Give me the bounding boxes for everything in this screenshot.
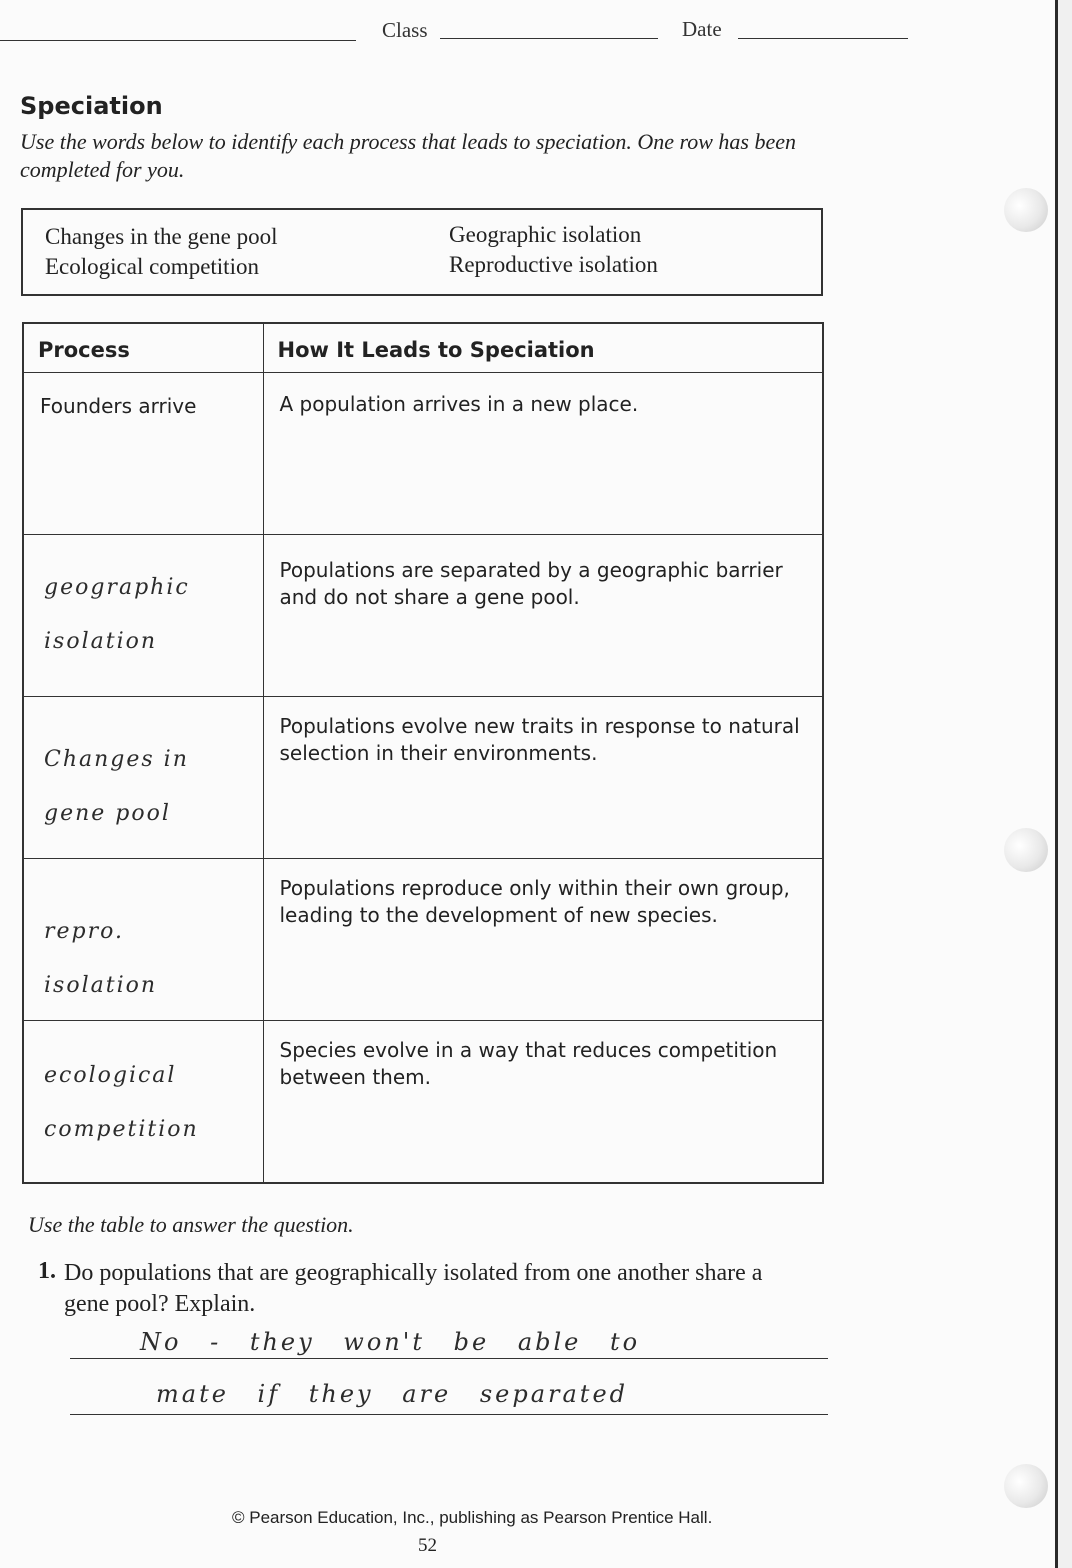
class-line — [440, 38, 658, 39]
answer-line — [70, 1414, 828, 1415]
process-cell-handwritten: geographic isolation — [23, 535, 263, 697]
process-cell-handwritten: ecological competition — [23, 1021, 263, 1183]
how-cell: Populations evolve new traits in response to natural selection in their environments. — [263, 697, 823, 859]
table-header-row — [23, 323, 823, 373]
word-bank-item: Ecological competition — [45, 254, 259, 279]
question-instruction: Use the table to answer the question. — [28, 1212, 354, 1237]
page-margin — [1058, 0, 1072, 1568]
copyright-footer: © Pearson Education, Inc., publishing as Pearson Prentice Hall. — [232, 1508, 713, 1527]
question-number: 1. — [38, 1258, 56, 1284]
word-bank — [21, 208, 823, 296]
binder-hole — [1004, 188, 1048, 232]
table-row — [23, 697, 823, 859]
word-bank-item: Geographic isolation — [449, 222, 642, 247]
section-instructions: Use the words below to identify each process that leads to speciation. One row has been completed for you. — [20, 129, 797, 182]
process-cell-handwritten: repro. isolation — [23, 859, 263, 1021]
answer-line — [70, 1358, 828, 1359]
page-edge — [1055, 0, 1058, 1568]
how-cell: A population arrives in a new place. — [263, 373, 823, 535]
name-line — [0, 40, 356, 41]
word-bank-item: Changes in the gene pool — [45, 224, 278, 249]
how-header: How It Leads to Speciation — [263, 323, 823, 373]
handwritten-answer-line-1: No - they won't be able to — [140, 1328, 641, 1356]
section-title: Speciation — [20, 92, 163, 120]
how-cell: Populations reproduce only within their own group, leading to the development of new species. — [263, 859, 823, 1021]
table-row — [23, 859, 823, 1021]
process-cell-handwritten: Changes in gene pool — [23, 697, 263, 859]
process-header: Process — [23, 323, 263, 373]
binder-hole — [1004, 1464, 1048, 1508]
date-line — [738, 38, 908, 39]
table-row — [23, 1021, 823, 1183]
how-cell: Populations are separated by a geographic barrier and do not share a gene pool. — [263, 535, 823, 697]
table-row — [23, 535, 823, 697]
date-label: Date — [682, 17, 722, 41]
speciation-table — [22, 322, 824, 1184]
question-text: Do populations that are geographically isolated from one another share a gene pool? Explain. — [64, 1260, 763, 1317]
table-row — [23, 373, 823, 535]
handwritten-answer-line-2: mate if they are separated — [156, 1380, 629, 1408]
page-number: 52 — [418, 1535, 437, 1556]
class-label: Class — [382, 18, 428, 42]
process-cell: Founders arrive — [23, 373, 263, 535]
how-cell: Species evolve in a way that reduces competition between them. — [263, 1021, 823, 1183]
binder-hole — [1004, 828, 1048, 872]
word-bank-item: Reproductive isolation — [449, 252, 658, 277]
